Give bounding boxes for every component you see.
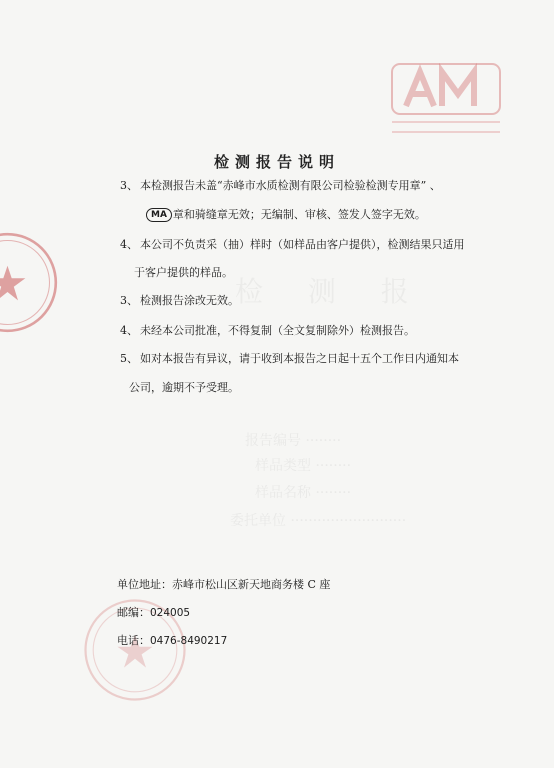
phone-value: 0476-8490217 [150,635,228,647]
item-number: 4、 [120,238,138,251]
item-text: 本检测报告未盖“赤峰市水质检测有限公司检验检测专用章” 、 [140,179,441,192]
address-value: 赤峰市松山区新天地商务楼 C 座 [172,578,331,591]
page-title: 检测报告说明 [213,153,340,171]
item-text: 章和骑缝章无效；无编制、审核、签发人签字无效。 [172,208,426,221]
note-item-continuation [129,379,239,395]
item-text: 于客户提供的样品。 [134,266,233,279]
show-through-text: 样品类型 ········ [255,458,352,474]
postcode-value: 024005 [150,607,191,619]
address-line [117,576,330,592]
postcode-label: 邮编： [117,606,150,619]
item-text: 检测报告涂改无效。 [140,294,239,307]
item-text: 公司，逾期不予受理。 [129,381,239,394]
note-item [120,292,239,308]
show-through-text: 检 测 报 [235,275,427,308]
note-item-continuation [134,264,233,280]
cma-mark-icon: MA [146,208,172,222]
phone-label: 电话： [117,634,150,647]
show-through-text: 样品名称 ········ [255,485,352,501]
cma-logo-stamp-icon [386,60,506,140]
item-text: 如对本报告有异议，请于收到本报告之日起十五个工作日内通知本 [140,352,459,365]
item-number: 5、 [120,352,138,365]
note-item [120,322,415,338]
note-item [120,177,441,193]
item-text: 本公司不负责采（抽）样时（如样品由客户提供），检测结果只适用 [140,238,465,251]
item-number: 4、 [120,324,138,337]
note-item [120,350,459,366]
company-seal-icon [0,230,60,335]
note-item [146,206,426,222]
item-number: 3、 [120,179,138,192]
show-through-text: 委托单位 ·························· [230,513,407,529]
item-text: 未经本公司批准，不得复制（全文复制除外）检测报告。 [140,324,415,337]
show-through-text: 报告编号 ········ [245,433,342,449]
phone-line [117,632,227,648]
address-label: 单位地址： [117,578,172,591]
item-number: 3、 [120,294,138,307]
postcode-line [117,604,190,620]
note-item [120,236,465,252]
